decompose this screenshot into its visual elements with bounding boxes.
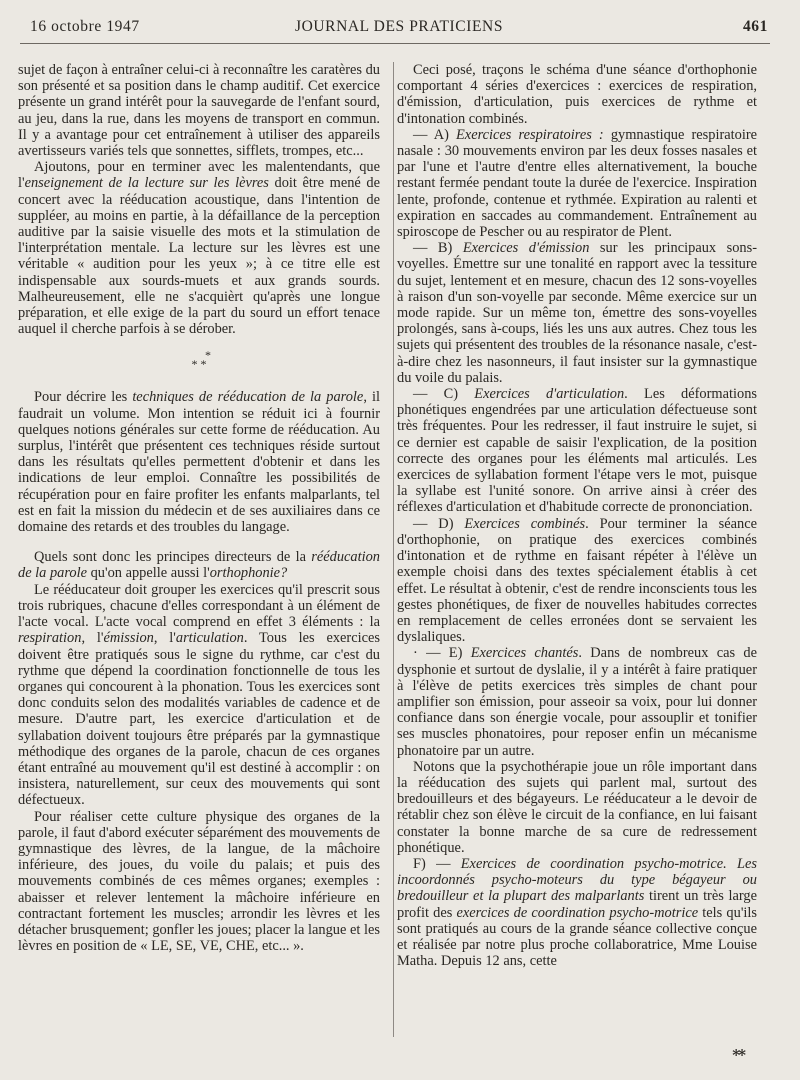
paragraph-b: — B) Exercices d'émission sur les principaux sons-voyelles. Émettre sur une tonalité en rapport avec la tessiture du sujet, lentement et en mesure, chacun des 12 sons-voyelles à raison d'un son-voyelle par seconde. Même exercice sur un mode rapide. Sur un même ton, émettre des sons-voyelles prolongés, sans à-coups, liés les uns aux autres. Chez tous les sujets qui présentent des troubles de la résonance nasale, c'est-à-dire chez les nasonneurs, il faut insister sur la gymnastique du voile du palais. xyxy=(397,240,757,386)
paragraph: Le rééducateur doit grouper les exercices qu'il prescrit sous trois rubriques, chacune d'elles correspondant à un élément de l'acte vocal. L'acte vocal comprend en effet 3 éléments : la respiration, l'émission, l'articulation. Tous les exercices doivent être pratiqués sous le signe du rythme, car c'est du rythme que dépend la coordination fonctionnelle de tous les organes qui concourent à la phonation. Tous les exercices sont donc conduits selon des modalités variables de cadence et de mesure. D'autre part, les exercice d'articulation et de syllabation doivent toujours être préparés par la gymnastique méthodique des organes de la parole, chacun de ces organes étant entraîné au mouvement qu'il est destiné à accomplir : on insistera, naturellement, sur ceux des mouvements qui sont défectueux. xyxy=(18,581,380,809)
paragraph-f: F) — Exercices de coordination psycho-motrice. Les incoordonnés psycho-moteurs du type bégayeur ou bredouilleur et la plupart des malparlants tirent un très large profit des exercices de coordination psycho-motrice tels qu'ils sont pratiqués au cours de la grande séance collective conçue et réalisée par notre plus proche collaboratrice, Mme Louise Matha. Depuis 12 ans, cette xyxy=(397,855,758,970)
page-header xyxy=(30,14,768,42)
right-column xyxy=(397,62,757,969)
paragraph-a: — A) Exercices respiratoires : gymnastique respiratoire nasale : 30 mouvements environ par les deux fosses nasales et par l'une et l'autre d'entre elles alternativement, la bouche restant fermée pendant toute la durée de l'exercice. Inspiration lente, profonde, contenue et rythmée. Expiration au ralenti et expiration en saccades au commandement. Entraînement au spiroscope de Pescher ou au respirator de Plent. xyxy=(397,126,758,241)
left-column xyxy=(18,62,380,954)
header-journal-title: JOURNAL DES PRATICIENS xyxy=(294,18,504,35)
paragraph: Pour réaliser cette culture physique des organes de la parole, il faut d'abord exécuter séparément des mouvements de gymnastique des lèvres, de la langue, de la mâchoire inférieure, des joues, du voile du palais; et puis des mouvements combinés de ces mêmes organes; exemples : abaisser et relever lentement la mâchoire inférieure en contractant fortement les muscles; arrondir les lèvres et les détacher brusquement; gonfler les joues; placer la langue et les lèvres en position de « LE, SE, VE, CHE, etc... ». xyxy=(18,808,380,955)
paragraph: Pour décrire les techniques de rééducation de la parole, il faudrait un volume. Mon intention se réduit ici à fournir quelques notions générales sur cette forme de rééducation. Au surplus, l'intérêt que présentent ces techniques réside surtout dans les résultats qu'elles permettent d'obtenir et dans les indications de leur emploi. Connaître les possibilités de récupération pour en faire profiter les enfants malparlants, tel est en fait la mission du médecin et de ses auxiliaires dans ce domaine des retards et des troubles du langage. xyxy=(18,389,380,536)
column-divider xyxy=(393,62,394,1037)
footer-mark: ** xyxy=(732,1046,744,1064)
paragraph-d: — D) Exercices combinés. Pour terminer la séance d'orthophonie, on pratique des exercices combinés d'intonation et de rythme en faisant répéter à l'élève un exemple choisi dans des textes spécialement établis à cet effet. Le résultat à obtenir, c'est de rendre inconscients tous les gestes phonétiques, de fixer de nouvelles habitudes correctes en remplacement de celles erronées dont se servaient les dyslaliques. xyxy=(397,515,757,646)
paragraph: Ajoutons, pour en terminer avec les malentendants, que l'enseignement de la lecture sur les lèvres doit être mené de concert avec la rééducation acoustique, dans l'intention de suppléer, au moins en partie, à la défaillance de la perception auditive par la saisie visuelle des mots et la stimulation de l'interprétation mentale. La lecture sur les lèvres est une véritable « audition pour les yeux »; à ce titre elle est indispensable aux sourds-muets et aux grands sourds. Malheureusement, elle ne s'acquièrt qu'après une longue préparation, et elle exige de la part du sourd un effort tenace auquel il cherche parfois à se dérober. xyxy=(18,159,380,338)
paragraph-c: — C) Exercices d'articulation. Les déformations phonétiques engendrées par une articulation défectueuse sont très fréquentes. Pour les redresser, il faut instruire le sujet, si ce dernier est capable de saisir l'explication, de la position correcte des organes pour les éléments mal articulés. Les exercices de syllabation forment l'étape vers le mot, puisque la syllabe est l'unité sonore. On arrive ainsi à créer des réflexes d'articulation et d'habitude correcte de prononciation. xyxy=(397,386,757,516)
paragraph: Notons que la psychothérapie joue un rôle important dans la rééducation des sujets qui parlent mal, surtout des bredouilleurs et des bégayeurs. Le rééducateur a le devoir de rétablir chez son élève le circuit de la confiance, en lui faisant constater la bonne marche de sa cure de redressement phonétique. xyxy=(397,758,757,856)
paragraph: Quels sont donc les principes directeurs de la rééducation de la parole qu'on appelle aussi l'orthophonie? xyxy=(18,549,380,582)
paragraph-e: · — E) Exercices chantés. Dans de nombreux cas de dysphonie et surtout de dyslalie, il y a intérêt à faire pratiquer à l'élève de petits exercices très simples de chant pour amplifier son émission, pour asseoir sa voix, pour lui donner confiance dans son énergie vocale, pour assouplir et tonifier ses muscles phonatoires, pour reposer enfin un mécanisme phonatoire par un autre. xyxy=(397,645,757,759)
header-date: 16 octobre 1947 xyxy=(30,18,140,35)
header-page-number: 461 xyxy=(742,18,768,35)
paragraph: sujet de façon à entraîner celui-ci à reconnaître les caratères du son présenté et sa position dans le champ auditif. Cet exercice présente un grand intérêt pour la sauvegarde de l'enfant sourd, au jeu, dans la rue, dans les moyens de transport en commun. Il y a avantage pour cet entraînement à utiliser des appareils avertisseurs variés tels que sonnettes, sifflets, trompes, etc... xyxy=(18,62,380,160)
section-separator: * * * xyxy=(191,348,211,372)
header-rule xyxy=(20,43,770,44)
paragraph: Ceci posé, traçons le schéma d'une séance d'orthophonie comportant 4 séries d'exercices : exercices de respiration, d'émission, d'articulation, puis exercices de rythme et d'intonation combinés. xyxy=(397,62,757,127)
